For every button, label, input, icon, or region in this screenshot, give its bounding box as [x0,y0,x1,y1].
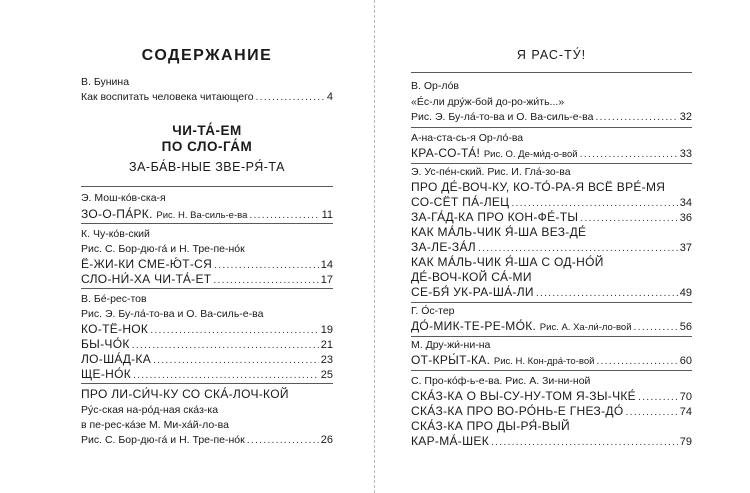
toc-title: СОДЕРЖАНИЕ [141,47,273,64]
toc-illustrator: Рис. Э. Бу-ла́-то-ва и О. Ва-силь-е-ва [81,308,264,320]
toc-entry: КАР-МА́-ШЕК ..... 79 [411,435,692,449]
toc-entry: Рис. Э. Бу-ла́-то-ва и О. Ва-силь-е-ва ..... 32 [411,111,692,124]
toc-author: Э. Ус-пе́н-ский. Рис. И. Гла́-зо-ва [411,166,571,178]
toc-entry: СО-СЁТ ПА́-ЛЕЦ ..... 34 [411,196,692,210]
section-subtitle: ЗА-БА́В-НЫЕ ЗВЕ-РЯ́-ТА [129,160,285,174]
group-separator [411,163,692,164]
group-separator [411,302,692,303]
toc-author: К. Чу-ко́в-ский [81,228,150,240]
toc-entry: ЩЕ-НО́К ..... 25 [81,368,333,382]
toc-entry: ЗА-ЛЕ-ЗА́Л ..... 37 [411,241,692,255]
toc-author: Э. Мош-ко́в-ска-я [81,192,166,204]
toc-entry-cont: ПРО ДЕ́-ВОЧ-КУ, КО-ТО́-РА-Я ВСЁ ВРЕ́-МЯ [411,180,666,194]
toc-entry: Рис. С. Бор-дю-га́ и Н. Тре-пе-но́к ..... 26 [81,434,333,447]
group-separator [81,288,333,289]
group-separator [81,186,333,187]
toc-entry: Как воспитать человека читающего ..... 4 [81,91,333,104]
toc-entry: КО-ТЁ-НОК ..... 19 [81,323,333,337]
toc-entry: СЕ-БЯ́ УК-РА-ША́-ЛИ ..... 49 [411,286,692,300]
section-title: Я РАС-ТУ́! [516,48,587,62]
group-separator [81,223,333,224]
group-separator [81,383,333,384]
toc-subline: Ру́с-ская на-ро́д-ная ска́з-ка [81,404,219,416]
group-separator [411,72,692,73]
toc-entry: СКА́З-КА О ВЫ-СУ-НУ-ТОМ Я-ЗЫ-ЧКЕ́ ..... 70 [411,390,692,404]
toc-author: В. Бе́-рес-тов [81,293,147,305]
toc-entry: ЗО-О-ПА́РК. Рис. Н. Ва-силь-е-ва ..... 11 [81,208,333,222]
toc-entry-cont: СКА́З-КА ПРО ДЫ-РЯ́-ВЫЙ [411,419,570,433]
toc-entry: ОТ-КРЫ́Т-КА. Рис. Н. Кон-дра́-то-вой ..... 60 [411,354,692,368]
toc-author: С. Про-ко́ф-ь-е-ва. Рис. А. Зи-ни-ной [411,375,591,387]
toc-entry: СКА́З-КА ПРО ВО-РО́НЬ-Е ГНЕЗ-ДО́ ..... 74 [411,405,692,419]
toc-author: В. Бунина [81,76,130,88]
toc-subline: в пе-рес-ка́зе М. Ми-ха́й-ло-ва [81,419,229,431]
toc-entry: БЫ-ЧО́К ..... 21 [81,338,333,352]
toc-entry: СЛО-НИ́-ХА ЧИ-ТА́-ЕТ ..... 17 [81,273,333,287]
toc-story-title: ПРО ЛИ-СИ́Ч-КУ СО СКА́-ЛОЧ-КОЙ [81,387,289,401]
group-separator [411,336,692,337]
toc-entry-cont: КАК МА́ЛЬ-ЧИК Я́-ША ВЕЗ-ДЕ́ [411,225,587,239]
toc-entry: ЛО-ША́Д-КА ..... 23 [81,353,333,367]
toc-entry: ДО́-МИК-ТЕ-РЕ-МО́К. Рис. А. Ха-ли́-ло-вой ..... 56 [411,320,692,334]
section-title-line1: ЧИ-ТА́-ЕМ [172,123,242,138]
toc-illustrator: Рис. С. Бор-дю-га́ и Н. Тре-пе-но́к [81,243,245,255]
toc-entry: КРА-СО-ТА́! Рис. О. Де-ми́д-о-вой ..... 33 [411,147,692,161]
toc-author: М. Дру-жи́-ни-на [411,339,491,351]
toc-author: А-на-ста-сь-я Ор-ло́-ва [411,132,524,144]
toc-entry: Ё-ЖИ-КИ СМЕ-Ю́Т-СЯ ..... 14 [81,258,333,272]
toc-author: Г. О́с-тер [411,305,455,317]
toc-subline: «Е́с-ли дру́ж-бой до-ро-жи́ть...» [411,96,565,108]
page-gutter [374,0,375,493]
toc-entry: ЗА-ГА́Д-КА ПРО КОН-ФЕ́-ТЫ ..... 36 [411,211,692,225]
toc-entry-cont: КАК МА́ЛЬ-ЧИК Я́-ША С ОД-НО́Й [411,255,604,269]
group-separator [411,370,692,371]
section-title-line2: ПО СЛО-ГА́М [161,139,253,154]
toc-author: В. Ор-ло́в [411,80,460,92]
group-separator [411,127,692,128]
toc-entry-cont: ДЕ́-ВОЧ-КОЙ СА́-МИ [411,270,532,284]
